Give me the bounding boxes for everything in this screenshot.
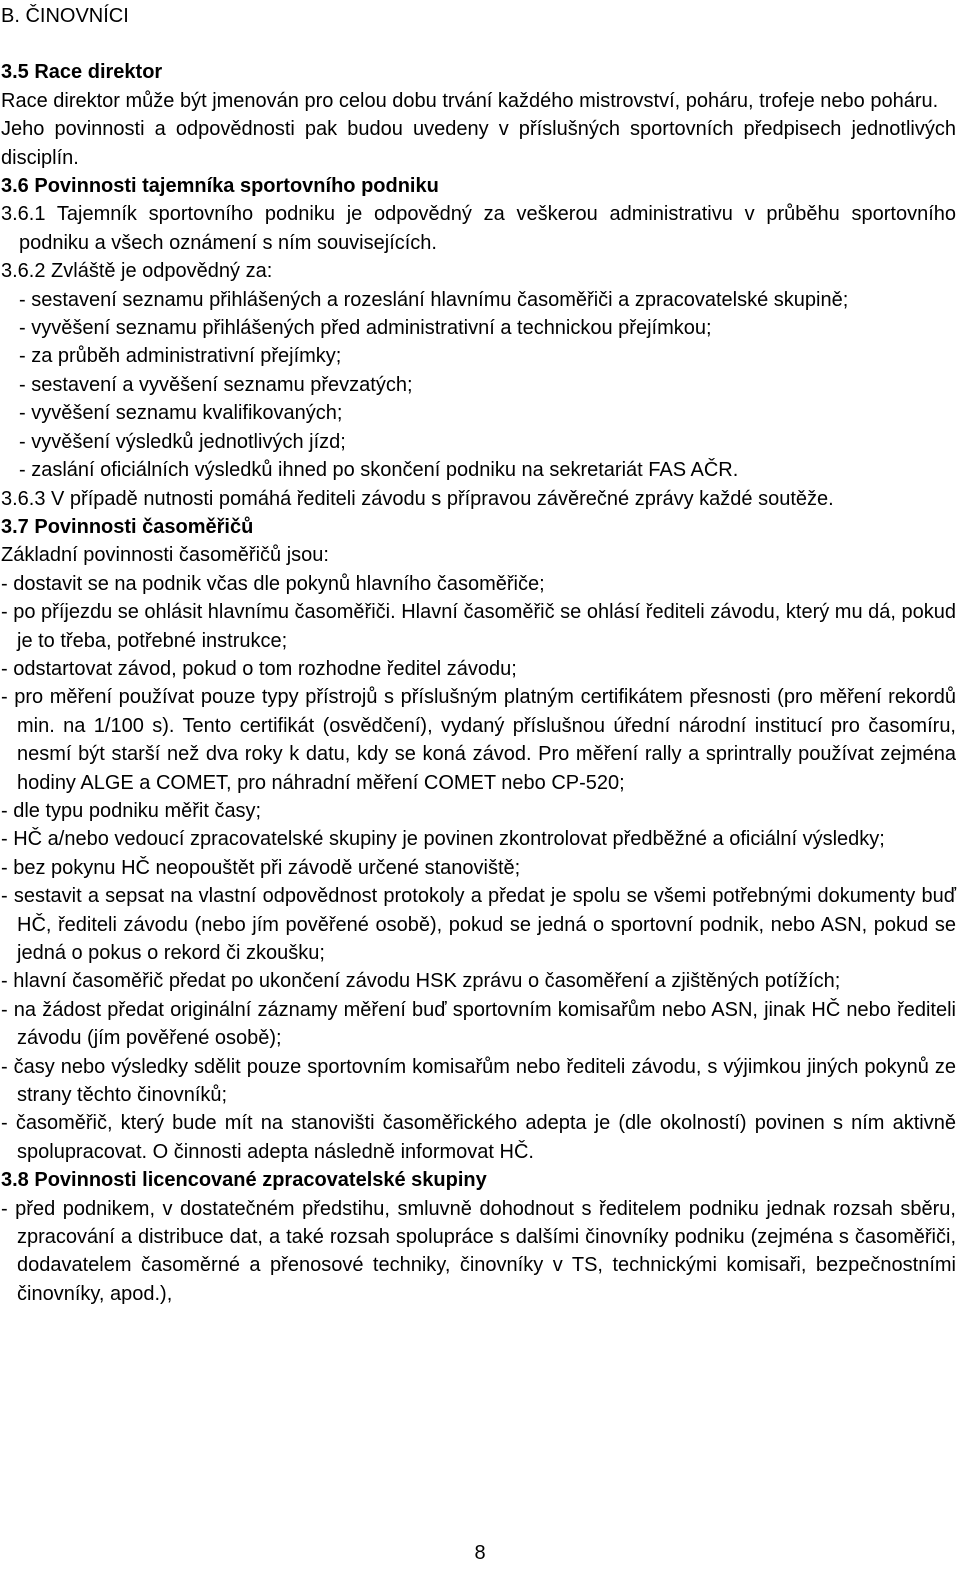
timekeepers-item: - časy nebo výsledky sdělit pouze sportovním komisařům nebo řediteli závodu, s výjimkou jiných pokynů ze strany těchto činovníků; bbox=[1, 1055, 956, 1107]
secretary-item: - vyvěšení seznamu kvalifikovaných; bbox=[19, 402, 343, 425]
blank-line bbox=[1, 30, 956, 58]
timekeepers-item: - dle typu podniku měřit časy; bbox=[1, 799, 262, 822]
heading-secretary: 3.6 Povinnosti tajemníka sportovního podniku bbox=[1, 175, 439, 198]
timekeepers-item: - na žádost předat originální záznamy měření buď sportovním komisařům nebo ASN, jinak HČ nebo řediteli závodu (jím pověřené osobě); bbox=[1, 998, 956, 1050]
secretary-paragraph-3: 3.6.3 V případě nutnosti pomáhá řediteli závodu s přípravou závěrečné zprávy každé soutěže. bbox=[1, 487, 834, 510]
secretary-item: - vyvěšení seznamu přihlášených před administrativní a technickou přejímkou; bbox=[19, 317, 712, 340]
secretary-paragraph-1: 3.6.1 Tajemník sportovního podniku je odpovědný za veškerou administrativu v průběhu sportovního podniku a všech oznámení s ním souvisejících. bbox=[1, 203, 956, 254]
secretary-item: - zaslání oficiálních výsledků ihned po skončení podniku na sekretariát FAS AČR. bbox=[19, 459, 739, 482]
race-director-paragraph-2: Jeho povinnosti a odpovědnosti pak budou uvedeny v příslušných sportovních předpisech jednotlivých disciplín. bbox=[1, 118, 956, 169]
timekeepers-item: - HČ a/nebo vedoucí zpracovatelské skupiny je povinen zkontrolovat předběžné a oficiální výsledky; bbox=[1, 828, 885, 851]
timekeepers-item: - pro měření používat pouze typy přístrojů s příslušným platným certifikátem přesnosti (pro měření rekordů min. na 1/100 s). Tento certifikát (osvědčení), vydaný příslušnou úřední národní institucí pro časomíru, nesmí být starší než dva roky k datu, kdy se koná závod. Pro měření rally a sprintrally používat zejména hodiny ALGE a COMET, pro náhradní měření COMET nebo CP-520; bbox=[1, 686, 956, 794]
heading-race-director: 3.5 Race direktor bbox=[1, 61, 163, 84]
race-director-paragraph-1: Race direktor může být jmenován pro celou dobu trvání každého mistrovství, poháru, trofeje nebo poháru. bbox=[1, 89, 939, 112]
section-title: B. ČINOVNÍCI bbox=[1, 5, 129, 27]
processing-group-item: - před podnikem, v dostatečném předstihu, smluvně dohodnout s ředitelem podniku jednak rozsah sběru, zpracování a distribuce dat, a také rozsah spolupráce s dalšími činovníky podniku (zejména s časoměřiči, dodavatelem časoměrné a přenosové techniky, činovníky v TS, technickými komisaři, bezpečnostními činovníky, apod.), bbox=[1, 1197, 956, 1305]
secretary-item: - sestavení a vyvěšení seznamu převzatých; bbox=[19, 373, 413, 396]
timekeepers-item: - dostavit se na podnik včas dle pokynů hlavního časoměřiče; bbox=[1, 572, 545, 595]
document-page bbox=[1, 2, 956, 1308]
secretary-item: - za průběh administrativní přejímky; bbox=[19, 345, 342, 368]
secretary-item: - sestavení seznamu přihlášených a rozeslání hlavnímu časoměřiči a zpracovatelské skupině; bbox=[19, 288, 849, 311]
timekeepers-item: - odstartovat závod, pokud o tom rozhodne ředitel závodu; bbox=[1, 657, 517, 680]
page-number: 8 bbox=[474, 1542, 486, 1564]
timekeepers-item: - sestavit a sepsat na vlastní odpovědnost protokoly a předat je spolu se všemi potřebnými dokumenty buď HČ, řediteli závodu (nebo jím pověřené osobě), pokud se jedná o sportovní podnik, nebo ASN, pokud se jedná o pokus o rekord či zkoušku; bbox=[1, 885, 956, 964]
timekeepers-intro: Základní povinnosti časoměřičů jsou: bbox=[1, 544, 329, 567]
timekeepers-item: - hlavní časoměřič předat po ukončení závodu HSK zprávu o časoměření a zjištěných potížích; bbox=[1, 970, 841, 993]
heading-timekeepers: 3.7 Povinnosti časoměřičů bbox=[1, 515, 254, 538]
timekeepers-item: - po příjezdu se ohlásit hlavnímu časoměřiči. Hlavní časoměřič se ohlásí řediteli závodu, který mu dá, pokud je to třeba, potřebné instrukce; bbox=[1, 601, 956, 652]
timekeepers-item: - časoměřič, který bude mít na stanovišti časoměřického adepta je (dle okolností) povinen s ním aktivně spolupracovat. O činnosti adepta následně informovat HČ. bbox=[1, 1112, 956, 1163]
secretary-paragraph-2: 3.6.2 Zvláště je odpovědný za: bbox=[1, 260, 273, 283]
secretary-item: - vyvěšení výsledků jednotlivých jízd; bbox=[19, 430, 346, 453]
heading-processing-group: 3.8 Povinnosti licencované zpracovatelské skupiny bbox=[1, 1169, 487, 1192]
timekeepers-item: - bez pokynu HČ neopouštět při závodě určené stanoviště; bbox=[1, 856, 521, 879]
